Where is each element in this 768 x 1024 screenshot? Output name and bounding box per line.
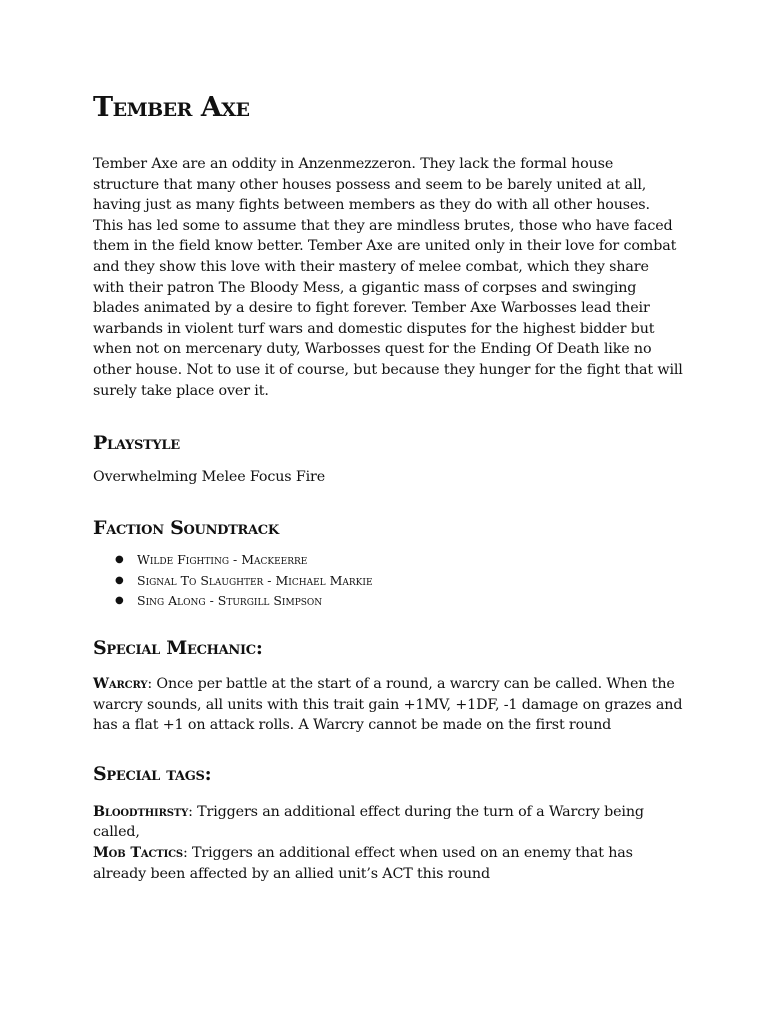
page-title: Tember Axe bbox=[93, 92, 250, 123]
special-mechanic-heading: Special Mechanic: bbox=[93, 637, 263, 660]
soundtrack-list bbox=[93, 550, 683, 612]
tag-bloodthirsty bbox=[93, 802, 683, 843]
bullet-icon: ● bbox=[115, 595, 124, 607]
track-label: Sing Along - Sturgill Simpson bbox=[137, 593, 323, 609]
warcry-term: Warcry bbox=[93, 676, 148, 693]
list-item bbox=[115, 591, 683, 612]
mob-tactics-description: : Triggers an additional effect when used on an enemy that has already been affected by an allied unit’s ACT this round bbox=[93, 845, 633, 882]
bloodthirsty-description: : Triggers an additional effect during the turn of a Warcry being called, bbox=[93, 803, 644, 841]
track-label: Signal To Slaughter - Michael Markie bbox=[137, 572, 373, 588]
bullet-icon: ● bbox=[115, 574, 124, 586]
special-mechanic-text bbox=[93, 674, 683, 736]
special-tags-heading: Special tags: bbox=[93, 762, 212, 785]
list-item bbox=[115, 550, 683, 571]
playstyle-heading: Playstyle bbox=[93, 432, 180, 455]
mob-tactics-term: Mob Tactics bbox=[93, 845, 183, 862]
tag-mob-tactics bbox=[93, 843, 683, 884]
soundtrack-heading: Faction Soundtrack bbox=[93, 516, 279, 539]
bloodthirsty-term: Bloodthirsty bbox=[93, 803, 189, 820]
list-item bbox=[115, 571, 683, 592]
intro-paragraph: Tember Axe are an oddity in Anzenmezzeron. They lack the formal house structure that many other houses possess and seem to be barely united at all, having just as many fights between members as they do with all other houses. This has led some to assume that they are mindless brutes, those who have faced them in the field know better. Tember Axe are united only in their love for combat and they show this love with their mastery of melee combat, which they share with their patron The Bloody Mess, a gigantic mass of corpses and swinging blades animated by a desire to fight forever. Tember Axe Warbosses lead their warbands in violent turf wars and domestic disputes for the highest bidder but when not on mercenary duty, Warbosses quest for the Ending Of Death like no other house. Not to use it of course, but because they hunger for the fight that will surely take place over it. bbox=[93, 156, 683, 399]
track-label: Wilde Fighting - Mackeerre bbox=[137, 551, 308, 567]
playstyle-text: Overwhelming Melee Focus Fire bbox=[93, 469, 326, 486]
document-page bbox=[93, 88, 683, 884]
bullet-icon: ● bbox=[115, 553, 124, 565]
warcry-description: : Once per battle at the start of a round, a warcry can be called. When the warcry sounds, all units with this trait gain +1MV, +1DF, -1 damage on grazes and has a flat +1 on attack rolls. A Warcry cannot be made on the first round bbox=[93, 676, 683, 734]
